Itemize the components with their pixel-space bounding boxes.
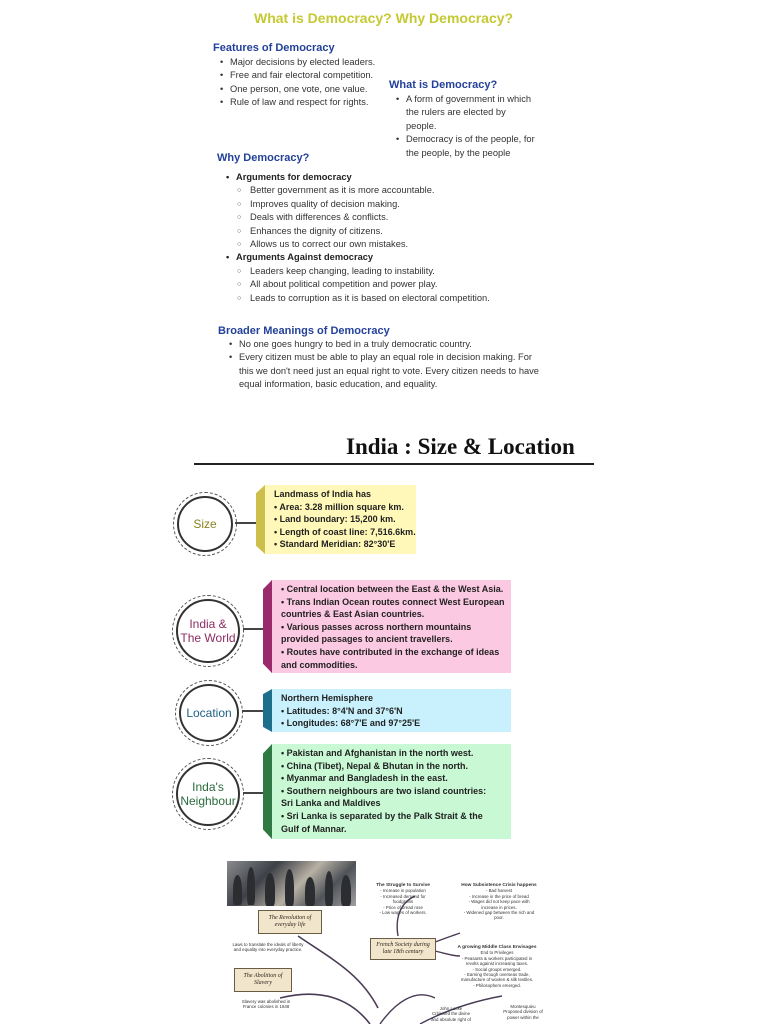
list-item: • No one goes hungry to bed in a truly democratic country. [227,338,557,351]
location-line: • Longitudes: 68°7'E and 97°25'E [281,718,421,729]
connector-line [243,628,265,630]
note-line: manufacture of woolen & silk textiles. [460,977,534,983]
note-line: Proposed division of [503,1009,543,1015]
note-line: and equality into everyday practice. [233,947,303,953]
everyday-note [222,942,314,953]
slavery-note [234,999,298,1010]
india-title: India : Size & Location [346,434,575,459]
list-item: • One person, one vote, one value. [218,83,393,96]
note-line: - Widened gap between the rich and [463,910,535,916]
size-line: • Area: 3.28 million square km. [274,501,404,512]
neighbour-line: • Sri Lanka is separated by the Palk Strait & the [281,810,483,821]
note-line: - Increased demand for foodgrains [380,893,426,905]
world-line: countries & East Asian countries. [281,609,425,620]
note-line: - Wages did not keep pace with [468,899,530,905]
list-item: ○ Deals with differences & conflicts. [224,211,544,224]
note-line: Montesquieu [510,1004,536,1009]
size-box [264,485,416,554]
note-line: - Earning through overseas trade, [464,972,530,978]
note-title: A growing Middle Class Envisages [457,945,537,950]
world-line: • Trans Indian Ocean routes connect West European [281,596,505,607]
democracy-sheet [198,0,558,430]
note-line: poor. [494,915,504,921]
neighbour-circle [176,762,240,826]
size-line: • Standard Meridian: 82°30'E [274,539,396,550]
broader-heading: Broader Meanings of Democracy [218,325,390,337]
list-item: ○ Allows us to correct our own mistakes. [224,238,544,251]
note-line: - Social groups emerged. [472,966,522,972]
note-line: John Locke [439,1006,463,1011]
world-line: • Central location between the East & the West Asia. [281,584,504,594]
broader-list [227,338,557,392]
location-circle [179,684,239,742]
why-heading: Why Democracy? [217,152,310,164]
french-society-sheet [220,858,550,1024]
note-title: How Subsistence Crisis happens [461,883,537,888]
note-line: - Philosophers emerged. [473,982,521,988]
neighbour-box [271,744,511,839]
size-line: • Length of coast line: 7,516.6km. [274,526,416,537]
note-line: France colonies in 1848 [242,1004,290,1010]
note-line: - Increase in the price of bread [469,893,529,899]
size-circle [177,496,233,552]
note-line: power within the [507,1014,539,1020]
democracy-title: What is Democracy? Why Democracy? [254,10,514,26]
list-item: this we don't need just an equal right to vote. Every citizen needs to have [239,365,539,376]
box-tab [263,744,272,839]
note-title: The Struggle to Survive [376,883,430,888]
size-line: Landmass of India has [274,489,372,499]
list-item: • A form of government in which [394,93,554,106]
middle-class-note [452,944,542,988]
scroll-text: The Revolution of [268,915,312,921]
scroll-text: late 18th century [382,949,424,955]
list-item: the people, by the people [406,147,511,158]
what-heading: What is Democracy? [389,79,498,91]
note-line: - Price of bread rose [383,904,423,910]
scroll-text: Slavery [254,980,272,986]
features-heading: Features of Democracy [213,42,335,54]
scroll-everyday-life [258,910,322,934]
location-box [271,689,511,732]
list-item: • Arguments Against democracy [224,251,544,264]
neighbour-line: • Myanmar and Bangladesh in the east. [281,773,448,784]
connector-line [243,792,265,794]
location-line: • Latitudes: 8°4'N and 37°6'N [281,705,403,716]
note-line: Criticised the divine [431,1011,471,1017]
list-item: • Arguments for democracy [224,171,544,184]
world-line: • Various passes across northern mountains [281,621,472,632]
world-line: • Routes have contributed in the exchange of ideas [281,646,500,657]
note-line: Slavery was abolished in [241,999,291,1004]
size-label: Size [193,517,217,531]
list-item: ○ Better government as it is more accountable. [224,184,544,197]
list-item: ○ All about political competition and power play. [224,278,544,291]
list-item: equal information, basic education, and equality. [239,379,438,390]
features-list [218,56,393,110]
list-item: • Rule of law and respect for rights. [218,96,393,109]
note-line: increase in prices. [481,904,517,910]
note-line: - Increase in population [380,888,426,894]
list-item: ○ Enhances the dignity of citizens. [224,225,544,238]
scroll-text: everyday life [274,922,306,928]
neighbour-line: Gulf of Mannar. [281,823,347,834]
why-list [224,171,544,305]
world-label-2: The World [180,631,236,645]
neighbour-line: • Southern neighbours are two island countries: [281,785,487,796]
neighbour-line: • China (Tibet), Nepal & Bhutan in the north. [281,760,468,771]
montesquieu-note [496,1004,550,1020]
list-item: • Every citizen must be able to play an equal role in decision making. For [227,351,557,364]
note-line: and absolute right of [431,1016,471,1022]
scroll-text: French Society during [376,942,430,948]
neighbour-line: Sri Lanka and Maldives [281,798,381,809]
neighbour-line: • Pakistan and Afghanistan in the north west. [281,748,474,758]
note-line: End to Privileges [480,950,514,956]
location-label: Location [186,706,232,720]
note-line: revolts against increasing taxes. [465,961,529,967]
note-line: Laws to translate the ideals of liberty [232,942,304,947]
note-line: - Low wages of workers. [379,910,427,916]
list-item: ○ Improves quality of decision making. [224,198,544,211]
neighbour-label-2: Neighbour [180,794,236,808]
world-box [271,580,511,673]
box-tab [256,485,265,554]
world-line: and commodities. [281,659,358,670]
crisis-note [456,882,542,921]
world-label-1: India & [189,617,227,631]
scroll-text: The Abolition of [243,973,283,979]
what-list [394,93,554,160]
list-item: • Major decisions by elected leaders. [218,56,393,69]
neighbour-label-1: Inda's [192,780,224,794]
list-item: • Free and fair electoral competition. [218,69,393,82]
scroll-french-society [370,938,436,960]
list-item: ○ Leads to corruption as it is based on electoral competition. [224,292,544,305]
size-line: • Land boundary: 15,200 km. [274,514,396,525]
note-line: - Bad harvest [485,888,513,894]
title-underline [194,463,594,465]
list-item: • Democracy is of the people, for [394,133,554,146]
box-tab [263,580,272,673]
locke-note [426,1006,476,1022]
connector-line [242,710,266,712]
list-item: ○ Leaders keep changing, leading to instability. [224,265,544,278]
list-item: the rulers are elected by [406,107,506,118]
location-line: Northern Hemisphere [281,693,374,703]
list-item: people. [406,120,437,131]
box-tab [263,689,272,732]
world-line: provided passages to ancient travellers. [281,634,453,645]
scroll-abolition-slavery [234,968,292,992]
world-circle [176,599,240,663]
note-line: - Peasants & workers participated in [461,955,533,961]
struggle-note [370,882,436,915]
